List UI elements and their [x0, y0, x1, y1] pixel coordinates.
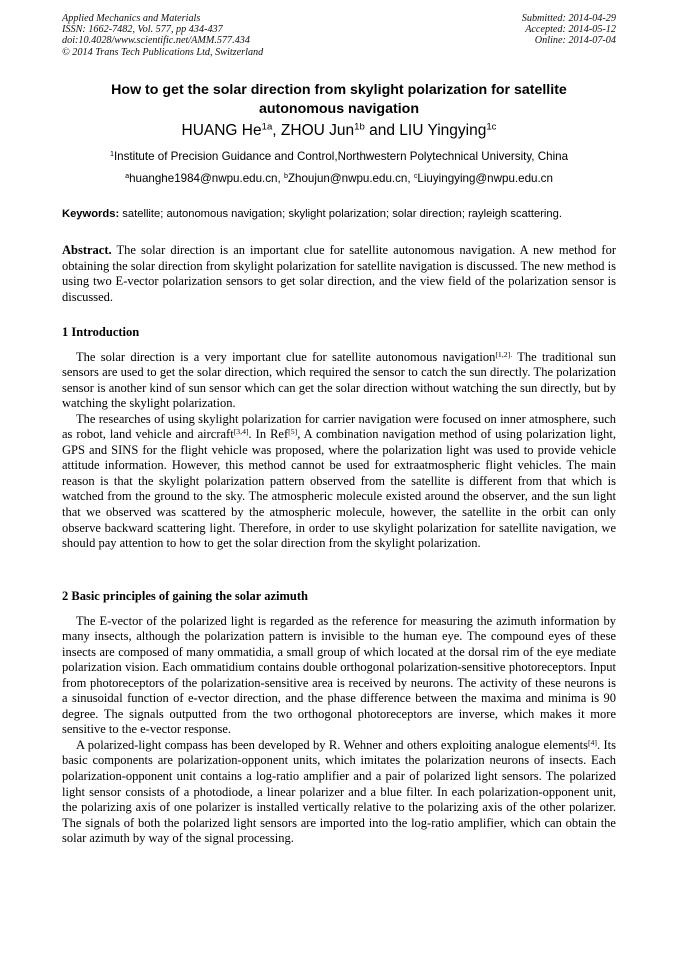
email-mark-a: a	[125, 171, 130, 181]
paper-title	[62, 81, 616, 119]
dates-info	[522, 13, 616, 47]
citation: [4]	[587, 737, 597, 747]
citation: [3,4]	[233, 426, 249, 436]
title-line-1: How to get the solar direction from skylight polarization for satellite	[111, 82, 567, 98]
author-1: HUANG He	[181, 122, 262, 139]
author-2: ZHOU Jun	[280, 122, 355, 139]
title-line-2: autonomous navigation	[258, 101, 419, 117]
keywords	[62, 207, 616, 221]
email-mark-b: b	[283, 171, 288, 181]
email-mark-c: c	[413, 171, 418, 181]
paragraph-text: . In Ref	[248, 427, 289, 442]
section-heading: 2 Basic principles of gaining the solar azimuth	[62, 589, 308, 603]
email-c: Liuyingying@nwpu.edu.cn	[417, 172, 553, 185]
online-date: Online: 2014-07-04	[534, 35, 616, 47]
journal-info	[62, 13, 263, 58]
abstract-text: The solar direction is an important clue for satellite autonomous navigation. A new method for obtaining the solar direction from skylight polarization for satellite navigation is discussed. The new method is using two E-vector polarization sensors to get solar direction, and the view field of the polarization sensor is discussed.	[62, 243, 616, 304]
section-heading: 1 Introduction	[62, 325, 140, 339]
paragraph-text: . Its basic components are polarization-opponent units, which imitates the polarization neurons of insects. Each polarization-opponent unit contains a log-ratio amplifier and a pair of polarized light sensors. The polarized light sensor consists of a photodiode, a linear polarizer and a blue filter. In each polarization-opponent unit, the polarizing axis of one polarizer is installed vertically relative to the polarizing axis of the other polarizer. The signals of both the polarized light sensors are imported into the log-ratio amplifier, which can obtain the solar azimuth by way of the signal processing.	[62, 737, 617, 846]
author-list	[62, 121, 616, 141]
journal-name: Applied Mechanics and Materials	[62, 13, 201, 24]
citation: [1,2].	[495, 349, 513, 359]
paragraph-text: The solar direction is a very important clue for satellite autonomous navigation	[76, 349, 496, 364]
author-1-mark: 1a	[261, 121, 273, 133]
accepted-date: Accepted: 2014-05-12	[525, 24, 616, 36]
author-3: LIU Yingying	[399, 122, 487, 139]
keywords-label: Keywords:	[62, 208, 120, 220]
paragraph-text: The traditional sun sensors are used to get the solar direction, which required the sensor to catch the sun directly. The polarization sensor is another kind of sun sensor which can get the solar direction without watching the sun directly, but by watching the skylight polarization.	[62, 349, 616, 411]
citation: [5]	[288, 426, 298, 436]
email-b: Zhoujun@nwpu.edu.cn,	[287, 172, 414, 185]
author-2-mark: 1b	[354, 121, 365, 133]
paragraph	[62, 738, 616, 847]
abstract-label: Abstract.	[62, 243, 112, 257]
email-a: huanghe1984@nwpu.edu.cn,	[129, 172, 284, 185]
submitted-date: Submitted: 2014-04-29	[521, 13, 616, 24]
author-separator: ,	[272, 122, 281, 139]
affiliation-mark: 1	[109, 149, 114, 159]
section-introduction	[62, 325, 616, 552]
doi-line: doi:10.4028/www.scientific.net/AMM.577.434	[62, 35, 250, 47]
paragraph	[62, 412, 616, 552]
section-basic-principles	[62, 589, 616, 847]
paragraph	[62, 350, 616, 412]
copyright-line: © 2014 Trans Tech Publications Ltd, Switzerland	[62, 46, 264, 58]
email-list	[62, 172, 616, 186]
author-separator: and	[364, 122, 400, 139]
keywords-text: satellite; autonomous navigation; skylight polarization; solar direction; rayleigh scattering.	[119, 208, 562, 220]
affiliation-text: Institute of Precision Guidance and Control,Northwestern Polytechnical University, China	[113, 150, 569, 163]
paragraph-text: The researches of using skylight polarization for carrier navigation were focused on inner atmosphere, such as robot, land vehicle and aircraft	[62, 411, 616, 442]
paragraph: The E-vector of the polarized light is regarded as the reference for measuring the azimuth information by many insects, although the polarization pattern is invisible to the human eye. The compound eyes of these insects are composed of many ommatidia, a small group of which located at the dorsal rim of the eye mediate polarization vision. Each ommatidium contains double orthogonal polarization-sensitive photoreceptors. Input from photoreceptors of the polarization-sensitive area is received by neurons. The activity of these neurons is a sinusoidal function of e-vector direction, and the phase difference between the maxima and minima is 90 degree. The signals outputted from the two orthogonal photoreceptors are inverse, which makes it more sensitive to the e-vector response.	[62, 613, 616, 737]
paragraph-text: A polarized-light compass has been developed by R. Wehner and others exploiting analogue elements	[76, 737, 588, 752]
abstract	[62, 243, 616, 305]
author-3-mark: 1c	[486, 121, 497, 133]
paragraph-text: , A combination navigation method of using polarization light, GPS and SINS for the flight vehicle was proposed, where the polarization light was used to provide vehicle attitude information. However, this method cannot be used for extraatmospheric flight vehicles. The main reason is that the skylight polarization pattern observed from the satellite is different from that which is watched from the ground to the sky. The atmospheric molecule existed around the observer, and the sun light that we observed was scattered by the atmospheric molecule, however, the satellite in the orbit can only observe backward scattering light. Therefore, in order to use skylight polarization for satellite navigation, we should pay attention to how to get the solar direction from the skylight polarization.	[62, 427, 616, 551]
affiliation	[62, 150, 616, 164]
issn-line: ISSN: 1662-7482, Vol. 577, pp 434-437	[62, 24, 223, 36]
